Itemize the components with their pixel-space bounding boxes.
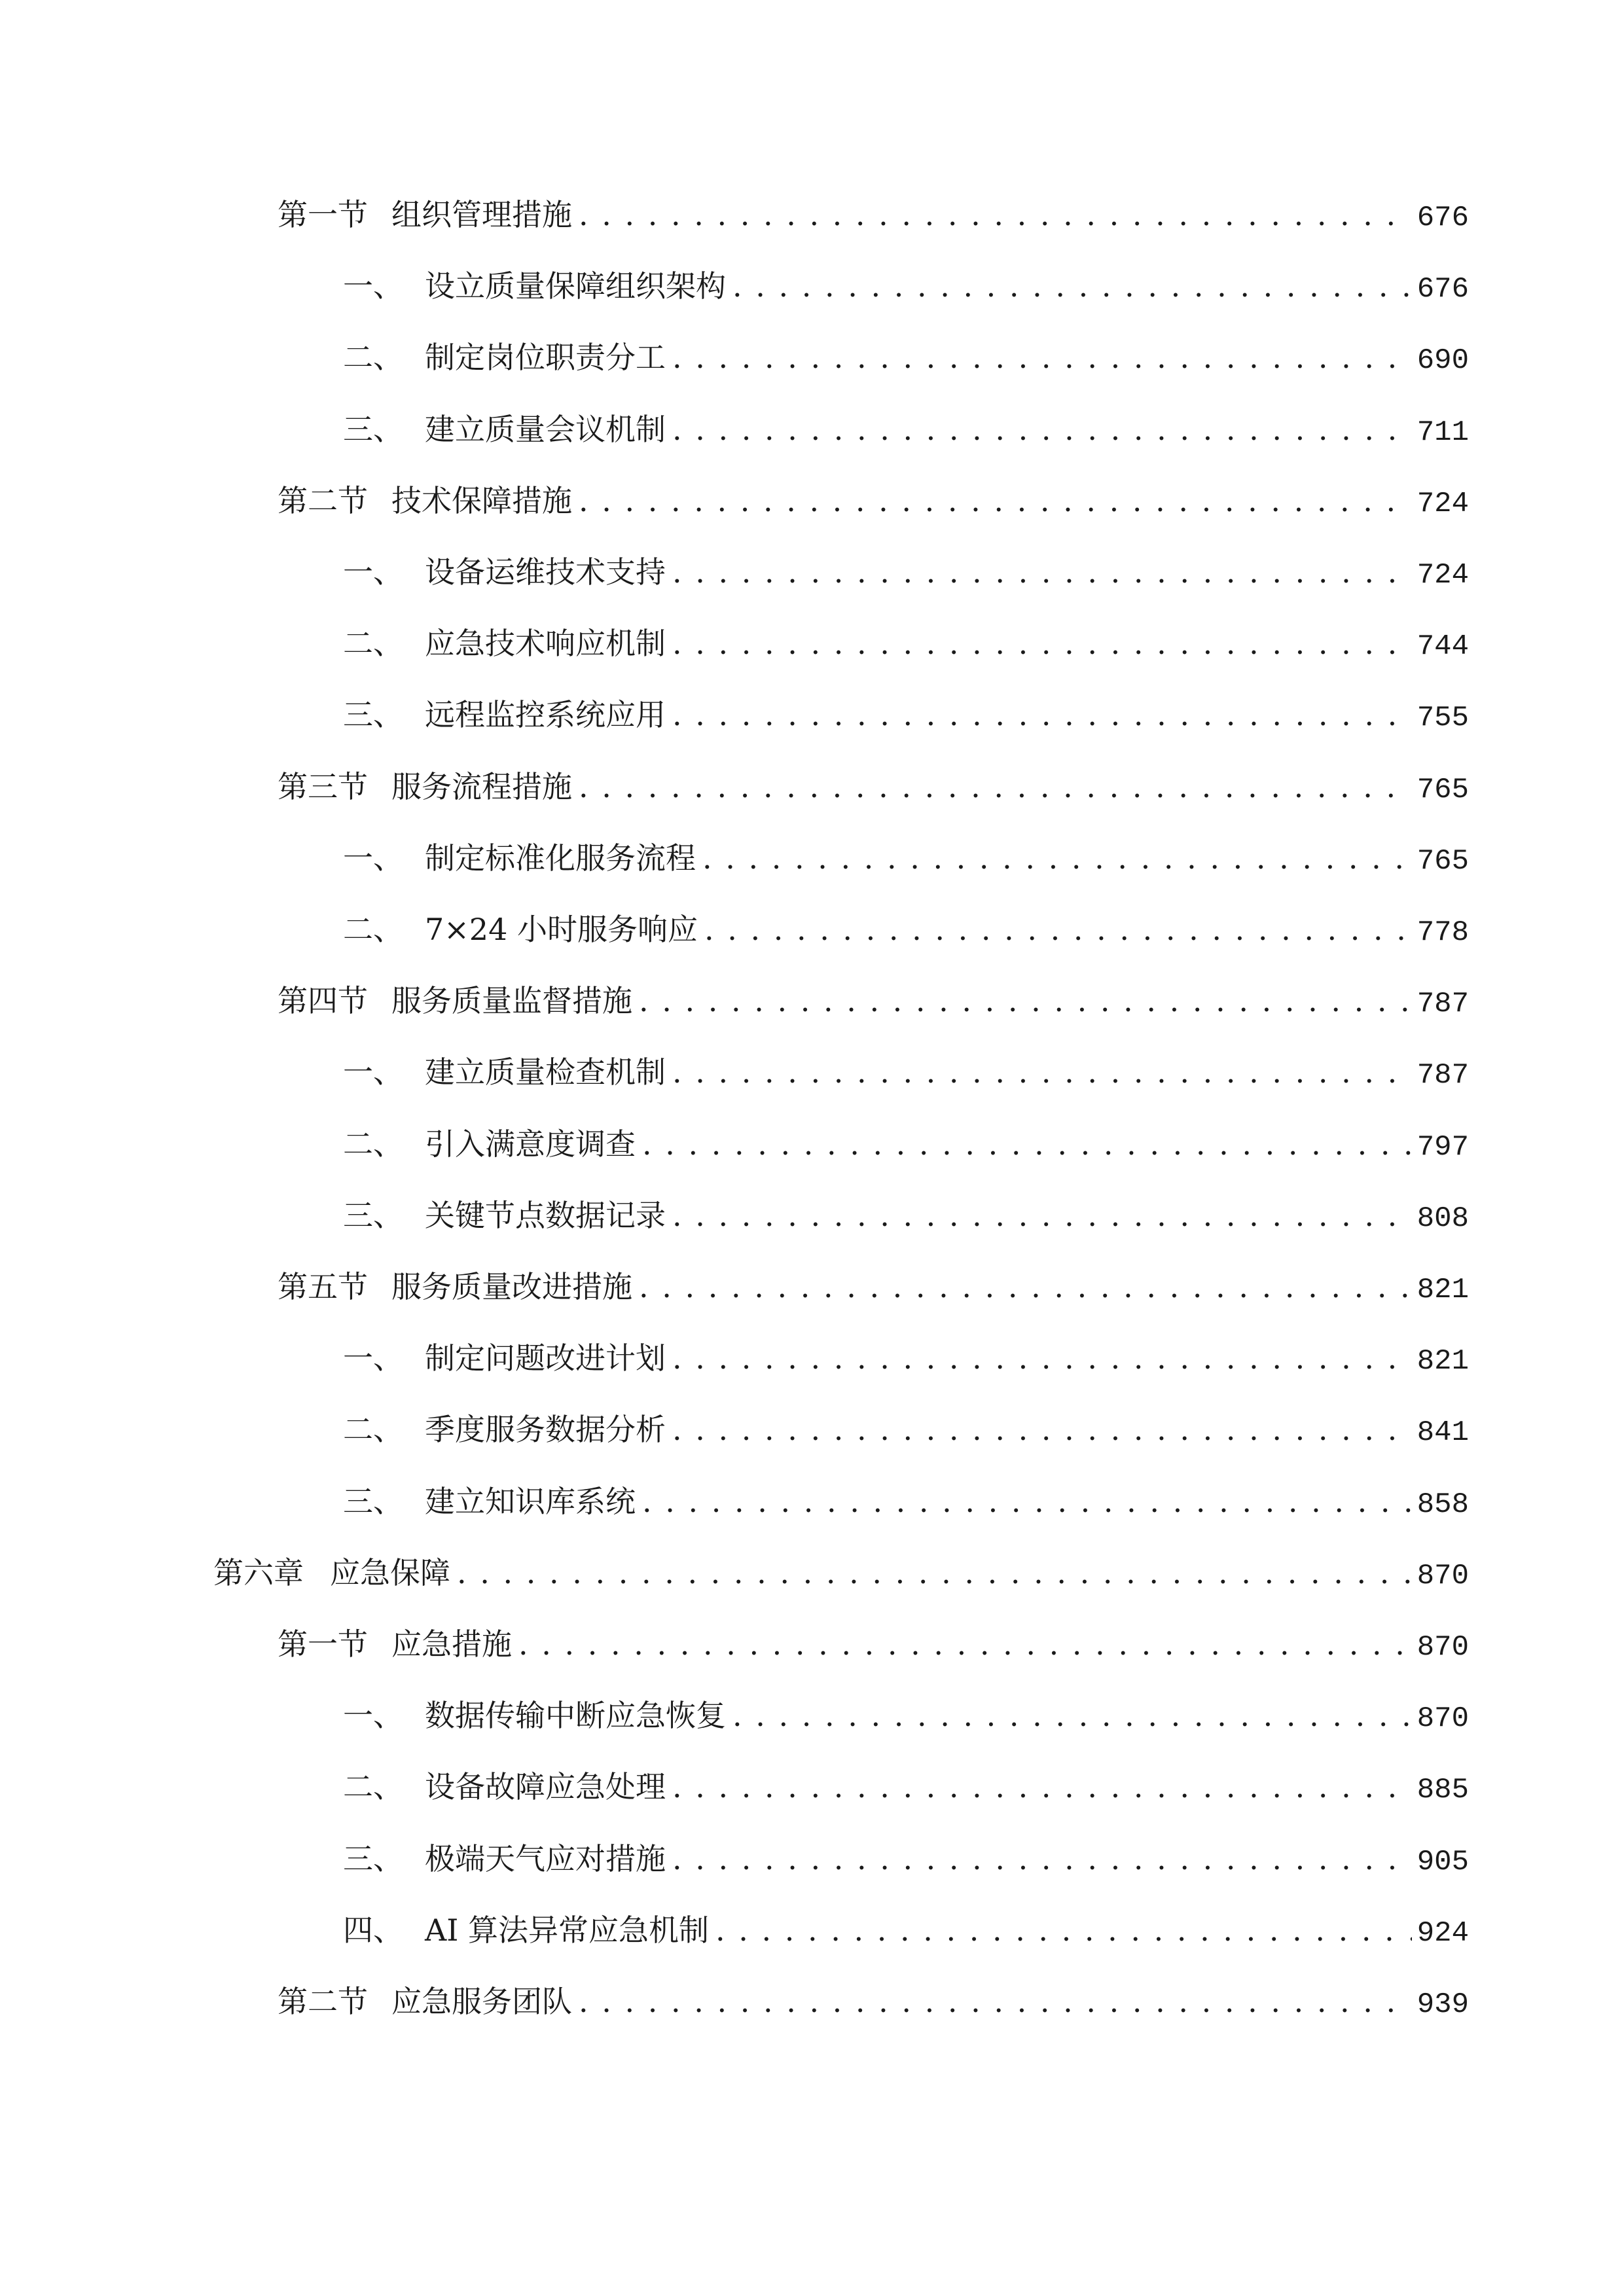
toc-entry-page-number: 724 [1416, 488, 1469, 520]
toc-entry-item[interactable] [343, 1124, 1469, 1164]
toc-dot-leader [579, 1982, 1412, 2021]
toc-entry-chapter[interactable] [213, 1553, 1469, 1592]
toc-dot-leader [672, 695, 1412, 734]
toc-entry-section[interactable] [278, 481, 1469, 520]
toc-entry-title: 设立质量保障组织架构 [425, 268, 726, 304]
toc-entry-page-number: 787 [1416, 988, 1469, 1020]
toc-dot-leader [672, 1196, 1412, 1235]
toc-entry-number: 二、 [343, 626, 403, 661]
toc-entry-title: 建立质量会议机制 [425, 412, 666, 447]
toc-entry-number: 二、 [343, 1412, 403, 1447]
toc-entry-title: 制定问题改进计划 [425, 1340, 666, 1376]
toc-entry-section[interactable] [278, 767, 1469, 806]
toc-entry-title: 远程监控系统应用 [425, 697, 666, 732]
toc-dot-leader [639, 1267, 1412, 1306]
toc-entry-title: 应急服务团队 [391, 1984, 572, 2019]
toc-dot-leader [732, 266, 1412, 306]
toc-dot-leader [642, 1124, 1412, 1164]
toc-dot-leader [672, 552, 1412, 592]
toc-dot-leader [702, 838, 1412, 878]
toc-entry-item[interactable] [343, 1482, 1469, 1521]
toc-entry-title: 引入满意度调查 [425, 1126, 636, 1162]
toc-entry-item[interactable] [343, 1696, 1469, 1735]
toc-entry-item[interactable] [343, 410, 1469, 449]
toc-entry-page-number: 724 [1416, 559, 1469, 592]
toc-dot-leader [457, 1553, 1412, 1592]
toc-entry-number: 一、 [343, 268, 403, 304]
toc-entry-page-number: 765 [1416, 845, 1469, 878]
toc-entry-section[interactable] [278, 1982, 1469, 2021]
toc-entry-page-number: 808 [1416, 1202, 1469, 1235]
toc-entry-page-number: 690 [1416, 344, 1469, 377]
toc-entry-title: 制定岗位职责分工 [425, 340, 666, 375]
toc-entry-number: 第二节 [278, 1984, 368, 2019]
toc-dot-leader [579, 481, 1412, 520]
toc-dot-leader [579, 767, 1412, 806]
toc-entry-number: 三、 [343, 1841, 403, 1876]
toc-entry-title: 组织管理措施 [391, 197, 572, 232]
toc-entry-number: 四、 [343, 1912, 403, 1948]
toc-entry-page-number: 905 [1416, 1846, 1469, 1878]
toc-entry-number: 第六章 [213, 1555, 304, 1590]
toc-dot-leader [672, 1410, 1412, 1449]
toc-entry-page-number: 885 [1416, 1774, 1469, 1806]
toc-entry-title: 技术保障措施 [391, 483, 572, 518]
toc-entry-title: 建立质量检查机制 [425, 1054, 666, 1090]
toc-entry-number: 一、 [343, 1340, 403, 1376]
toc-entry-page-number: 755 [1416, 702, 1469, 734]
toc-entry-item[interactable] [343, 624, 1469, 663]
toc-entry-title: 建立知识库系统 [425, 1484, 636, 1519]
toc-entry-title: 季度服务数据分析 [425, 1412, 666, 1447]
toc-entry-number: 二、 [343, 1126, 403, 1162]
toc-entry-title: AI 算法异常应急机制 [425, 1912, 710, 1948]
toc-entry-page-number: 778 [1416, 916, 1469, 949]
toc-entry-item[interactable] [343, 338, 1469, 377]
toc-entry-title: 设备故障应急处理 [425, 1769, 666, 1804]
toc-entry-title: 关键节点数据记录 [425, 1198, 666, 1233]
toc-entry-title: 应急措施 [391, 1626, 512, 1662]
toc-entry-page-number: 924 [1416, 1917, 1469, 1950]
toc-entry-title: 设备运维技术支持 [425, 554, 666, 590]
toc-entry-page-number: 821 [1416, 1274, 1469, 1306]
toc-entry-title: 服务质量监督措施 [391, 983, 632, 1018]
toc-entry-item[interactable] [343, 552, 1469, 592]
toc-entry-page-number: 870 [1416, 1702, 1469, 1735]
toc-entry-item[interactable] [343, 1767, 1469, 1806]
toc-dot-leader [672, 338, 1412, 377]
toc-dot-leader [518, 1624, 1412, 1664]
toc-dot-leader [672, 1767, 1412, 1806]
toc-entry-item[interactable] [343, 910, 1469, 949]
toc-dot-leader [672, 410, 1412, 449]
toc-entry-number: 一、 [343, 554, 403, 590]
toc-dot-leader [672, 1052, 1412, 1092]
toc-entry-item[interactable] [343, 695, 1469, 734]
toc-entry-page-number: 676 [1416, 273, 1469, 306]
toc-entry-page-number: 797 [1416, 1131, 1469, 1164]
toc-entry-item[interactable] [343, 1052, 1469, 1092]
toc-entry-number: 三、 [343, 412, 403, 447]
toc-dot-leader [732, 1696, 1412, 1735]
toc-entry-number: 三、 [343, 697, 403, 732]
toc-entry-title: 服务质量改进措施 [391, 1269, 632, 1304]
toc-entry-title: 应急技术响应机制 [425, 626, 666, 661]
toc-entry-number: 三、 [343, 1484, 403, 1519]
toc-dot-leader [672, 1338, 1412, 1378]
toc-dot-leader [672, 624, 1412, 663]
toc-entry-section[interactable] [278, 981, 1469, 1020]
toc-dot-leader [639, 981, 1412, 1020]
toc-entry-page-number: 870 [1416, 1631, 1469, 1664]
toc-entry-item[interactable] [343, 1910, 1469, 1950]
toc-entry-title: 服务流程措施 [391, 769, 572, 804]
toc-entry-item[interactable] [343, 1196, 1469, 1235]
toc-entry-number: 二、 [343, 912, 403, 947]
toc-entry-item[interactable] [343, 1410, 1469, 1449]
toc-entry-number: 二、 [343, 1769, 403, 1804]
toc-entry-number: 第二节 [278, 483, 368, 518]
toc-dot-leader [579, 195, 1412, 234]
toc-entry-title: 极端天气应对措施 [425, 1841, 666, 1876]
toc-entry-number: 第五节 [278, 1269, 368, 1304]
toc-entry-title: 应急保障 [330, 1555, 450, 1590]
toc-entry-item[interactable] [343, 1839, 1469, 1878]
toc-entry-section[interactable] [278, 195, 1469, 234]
toc-dot-leader [672, 1839, 1412, 1878]
toc-entry-number: 第一节 [278, 197, 368, 232]
toc-entry-page-number: 939 [1416, 1988, 1469, 2021]
toc-entry-page-number: 765 [1416, 774, 1469, 806]
toc-entry-title: 7×24 小时服务响应 [425, 912, 698, 947]
toc-entry-page-number: 821 [1416, 1345, 1469, 1378]
toc-entry-item[interactable] [343, 266, 1469, 306]
toc-entry-number: 一、 [343, 840, 403, 876]
toc-entry-number: 三、 [343, 1198, 403, 1233]
toc-entry-page-number: 676 [1416, 202, 1469, 234]
toc-entry-page-number: 870 [1416, 1560, 1469, 1592]
toc-entry-item[interactable] [343, 838, 1469, 878]
toc-dot-leader [715, 1910, 1412, 1950]
toc-entry-number: 第四节 [278, 983, 368, 1018]
toc-entry-title: 制定标准化服务流程 [425, 840, 696, 876]
toc-entry-section[interactable] [278, 1624, 1469, 1664]
toc-entry-page-number: 711 [1416, 416, 1469, 449]
toc-entry-number: 一、 [343, 1054, 403, 1090]
toc-dot-leader [704, 910, 1412, 949]
toc-dot-leader [642, 1482, 1412, 1521]
toc-entry-item[interactable] [343, 1338, 1469, 1378]
toc-entry-number: 第三节 [278, 769, 368, 804]
toc-entry-page-number: 858 [1416, 1488, 1469, 1521]
toc-entry-number: 一、 [343, 1698, 403, 1733]
toc-entry-page-number: 744 [1416, 630, 1469, 663]
toc-entry-number: 二、 [343, 340, 403, 375]
toc-entry-page-number: 841 [1416, 1416, 1469, 1449]
toc-entry-page-number: 787 [1416, 1059, 1469, 1092]
toc-entry-section[interactable] [278, 1267, 1469, 1306]
toc-entry-number: 第一节 [278, 1626, 368, 1662]
toc-entry-title: 数据传输中断应急恢复 [425, 1698, 726, 1733]
